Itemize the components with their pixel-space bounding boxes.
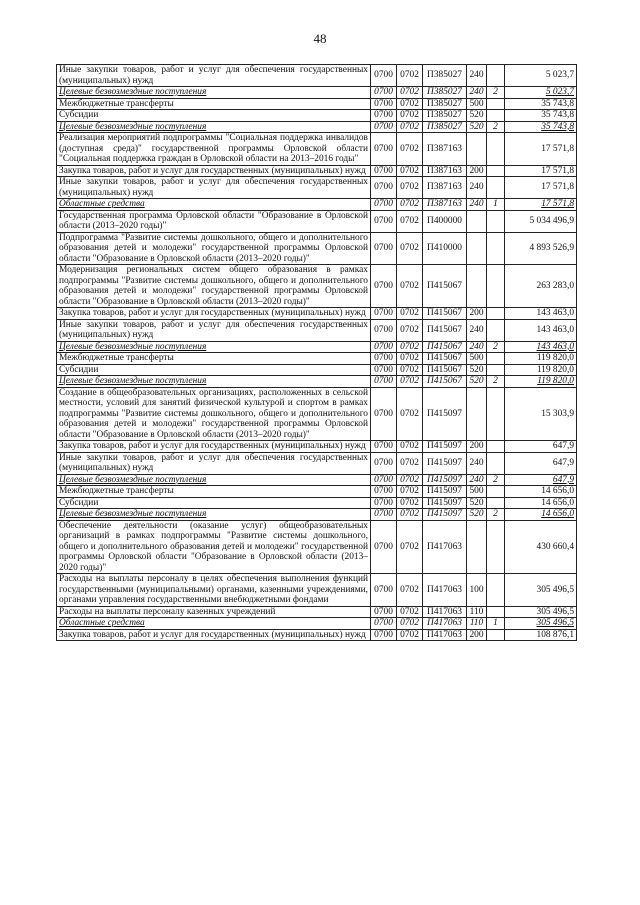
expense-type-cell: 200	[467, 441, 487, 453]
amount-cell: 143 463,0	[505, 308, 577, 320]
subsection-code-cell: 0702	[397, 452, 423, 474]
target-article-cell: П415097	[423, 474, 467, 486]
subsection-code-cell: 0702	[397, 441, 423, 453]
section-code-cell: 0700	[371, 133, 397, 166]
target-article-cell: П417063	[423, 574, 467, 607]
target-article-cell: П385027	[423, 65, 467, 87]
table-row	[57, 232, 577, 265]
funding-source-cell: 2	[487, 376, 505, 388]
amount-cell: 14 656,0	[505, 509, 577, 521]
funding-source-cell	[487, 497, 505, 509]
expense-type-cell: 240	[467, 65, 487, 87]
expense-name-cell: Областные средства	[57, 618, 371, 630]
table-row	[57, 497, 577, 509]
table-row	[57, 353, 577, 365]
subsection-code-cell: 0702	[397, 65, 423, 87]
amount-cell: 15 303,9	[505, 387, 577, 441]
table-row	[57, 319, 577, 341]
amount-cell: 35 743,8	[505, 121, 577, 133]
expense-type-cell: 500	[467, 353, 487, 365]
section-code-cell: 0700	[371, 87, 397, 99]
expense-name-cell: Субсидии	[57, 497, 371, 509]
target-article-cell: П417063	[423, 520, 467, 574]
table-row	[57, 387, 577, 441]
amount-cell: 430 660,4	[505, 520, 577, 574]
expense-name-cell: Целевые безвозмездные поступления	[57, 474, 371, 486]
funding-source-cell	[487, 308, 505, 320]
table-row	[57, 606, 577, 618]
amount-cell: 17 571,8	[505, 165, 577, 177]
target-article-cell: П417063	[423, 629, 467, 641]
subsection-code-cell: 0702	[397, 265, 423, 308]
expense-name-cell: Иные закупки товаров, работ и услуг для обеспечения государственных (муниципальных) нужд	[57, 319, 371, 341]
expense-type-cell: 500	[467, 98, 487, 110]
expense-type-cell: 520	[467, 110, 487, 122]
target-article-cell: П415067	[423, 308, 467, 320]
amount-cell: 17 571,8	[505, 133, 577, 166]
table-row	[57, 308, 577, 320]
funding-source-row	[57, 341, 577, 353]
budget-table	[56, 64, 577, 641]
section-code-cell: 0700	[371, 497, 397, 509]
subsection-code-cell: 0702	[397, 474, 423, 486]
target-article-cell: П387163	[423, 199, 467, 211]
funding-source-cell	[487, 441, 505, 453]
section-code-cell: 0700	[371, 387, 397, 441]
funding-source-cell	[487, 177, 505, 199]
amount-cell: 119 820,0	[505, 353, 577, 365]
expense-name-cell: Межбюджетные трансферты	[57, 353, 371, 365]
section-code-cell: 0700	[371, 520, 397, 574]
subsection-code-cell: 0702	[397, 210, 423, 232]
target-article-cell: П415067	[423, 341, 467, 353]
expense-name-cell: Расходы на выплаты персоналу казенных учреждений	[57, 606, 371, 618]
amount-cell: 5 023,7	[505, 87, 577, 99]
expense-type-cell: 240	[467, 87, 487, 99]
subsection-code-cell: 0702	[397, 165, 423, 177]
expense-type-cell: 520	[467, 497, 487, 509]
amount-cell: 305 496,5	[505, 606, 577, 618]
amount-cell: 143 463,0	[505, 319, 577, 341]
expense-type-cell: 520	[467, 121, 487, 133]
subsection-code-cell: 0702	[397, 387, 423, 441]
expense-type-cell: 520	[467, 509, 487, 521]
amount-cell: 35 743,8	[505, 98, 577, 110]
target-article-cell: П415097	[423, 452, 467, 474]
funding-source-cell	[487, 387, 505, 441]
funding-source-cell	[487, 232, 505, 265]
funding-source-cell	[487, 452, 505, 474]
section-code-cell: 0700	[371, 177, 397, 199]
section-code-cell: 0700	[371, 364, 397, 376]
subsection-code-cell: 0702	[397, 177, 423, 199]
expense-type-cell	[467, 520, 487, 574]
subsection-code-cell: 0702	[397, 509, 423, 521]
table-row	[57, 110, 577, 122]
table-row	[57, 165, 577, 177]
section-code-cell: 0700	[371, 110, 397, 122]
expense-name-cell: Государственная программа Орловской области "Образование в Орловской области (2013–2020 годы)"	[57, 210, 371, 232]
target-article-cell: П410000	[423, 232, 467, 265]
expense-type-cell	[467, 232, 487, 265]
funding-source-cell	[487, 574, 505, 607]
funding-source-cell	[487, 353, 505, 365]
expense-type-cell: 240	[467, 199, 487, 211]
expense-name-cell: Закупка товаров, работ и услуг для государственных (муниципальных) нужд	[57, 441, 371, 453]
amount-cell: 17 571,8	[505, 177, 577, 199]
subsection-code-cell: 0702	[397, 121, 423, 133]
expense-name-cell: Обеспечение деятельности (оказание услуг) общеобразовательных организаций в рамках подпрограммы "Развитие системы дошкольного, общего и дополнительного образования детей и молодежи" государственной программы Орловской области "Образование в Орловской области (2013–2020 годы)"	[57, 520, 371, 574]
amount-cell: 4 893 526,9	[505, 232, 577, 265]
section-code-cell: 0700	[371, 319, 397, 341]
amount-cell: 5 023,7	[505, 65, 577, 87]
funding-source-cell: 1	[487, 199, 505, 211]
target-article-cell: П415097	[423, 509, 467, 521]
expense-name-cell: Закупка товаров, работ и услуг для государственных (муниципальных) нужд	[57, 629, 371, 641]
expense-type-cell: 520	[467, 364, 487, 376]
expense-type-cell: 240	[467, 177, 487, 199]
section-code-cell: 0700	[371, 452, 397, 474]
target-article-cell: П387163	[423, 133, 467, 166]
subsection-code-cell: 0702	[397, 319, 423, 341]
section-code-cell: 0700	[371, 618, 397, 630]
funding-source-cell	[487, 265, 505, 308]
funding-source-cell: 2	[487, 87, 505, 99]
funding-source-cell	[487, 319, 505, 341]
table-row	[57, 65, 577, 87]
expense-name-cell: Целевые безвозмездные поступления	[57, 121, 371, 133]
amount-cell: 647,9	[505, 452, 577, 474]
table-row	[57, 441, 577, 453]
subsection-code-cell: 0702	[397, 520, 423, 574]
section-code-cell: 0700	[371, 98, 397, 110]
expense-name-cell: Подпрограмма "Развитие системы дошкольного, общего и дополнительного образования детей и молодежи" государственной программы Орловской области "Образование в Орловской области (2013–2020 годы)"	[57, 232, 371, 265]
expense-name-cell: Целевые безвозмездные поступления	[57, 341, 371, 353]
subsection-code-cell: 0702	[397, 232, 423, 265]
funding-source-cell	[487, 520, 505, 574]
section-code-cell: 0700	[371, 441, 397, 453]
target-article-cell: П387163	[423, 177, 467, 199]
target-article-cell: П387163	[423, 165, 467, 177]
expense-name-cell: Межбюджетные трансферты	[57, 98, 371, 110]
subsection-code-cell: 0702	[397, 110, 423, 122]
table-row	[57, 98, 577, 110]
expense-name-cell: Реализация мероприятий подпрограммы "Социальная поддержка инвалидов (доступная среда)" государственной программы Орловской области "Социальная поддержка граждан в Орловской области на 2013–2016 годы"	[57, 133, 371, 166]
section-code-cell: 0700	[371, 210, 397, 232]
funding-source-cell	[487, 98, 505, 110]
expense-name-cell: Создание в общеобразовательных организациях, расположенных в сельской местности, условий для занятий физической культурой и спортом в рамках подпрограммы "Развитие системы дошкольного, общего и дополнительного образования детей и молодежи" государственной программы Орловской области "Образование в Орловской области (2013–2020 годы)"	[57, 387, 371, 441]
funding-source-cell	[487, 364, 505, 376]
subsection-code-cell: 0702	[397, 364, 423, 376]
section-code-cell: 0700	[371, 509, 397, 521]
funding-source-row	[57, 121, 577, 133]
subsection-code-cell: 0702	[397, 606, 423, 618]
funding-source-row	[57, 199, 577, 211]
table-row	[57, 364, 577, 376]
section-code-cell: 0700	[371, 265, 397, 308]
expense-name-cell: Закупка товаров, работ и услуг для государственных (муниципальных) нужд	[57, 165, 371, 177]
expense-name-cell: Целевые безвозмездные поступления	[57, 376, 371, 388]
funding-source-cell	[487, 629, 505, 641]
amount-cell: 14 656,0	[505, 497, 577, 509]
subsection-code-cell: 0702	[397, 497, 423, 509]
funding-source-cell	[487, 65, 505, 87]
funding-source-cell	[487, 110, 505, 122]
expense-name-cell: Целевые безвозмездные поступления	[57, 509, 371, 521]
target-article-cell: П415097	[423, 497, 467, 509]
funding-source-cell	[487, 165, 505, 177]
expense-name-cell: Иные закупки товаров, работ и услуг для обеспечения государственных (муниципальных) нужд	[57, 65, 371, 87]
target-article-cell: П385027	[423, 98, 467, 110]
expense-name-cell: Иные закупки товаров, работ и услуг для обеспечения государственных (муниципальных) нужд	[57, 452, 371, 474]
expense-type-cell: 110	[467, 606, 487, 618]
target-article-cell: П385027	[423, 110, 467, 122]
funding-source-cell	[487, 210, 505, 232]
table-row	[57, 486, 577, 498]
table-row	[57, 629, 577, 641]
table-row	[57, 574, 577, 607]
table-row	[57, 265, 577, 308]
subsection-code-cell: 0702	[397, 574, 423, 607]
subsection-code-cell: 0702	[397, 629, 423, 641]
target-article-cell: П415067	[423, 265, 467, 308]
target-article-cell: П415097	[423, 387, 467, 441]
expense-type-cell	[467, 133, 487, 166]
amount-cell: 647,9	[505, 441, 577, 453]
amount-cell: 647,9	[505, 474, 577, 486]
target-article-cell: П417063	[423, 606, 467, 618]
section-code-cell: 0700	[371, 341, 397, 353]
funding-source-cell: 1	[487, 618, 505, 630]
section-code-cell: 0700	[371, 353, 397, 365]
expense-name-cell: Областные средства	[57, 199, 371, 211]
amount-cell: 5 034 496,9	[505, 210, 577, 232]
funding-source-cell: 2	[487, 509, 505, 521]
expense-type-cell	[467, 387, 487, 441]
expense-name-cell: Модернизация региональных систем общего образования в рамках подпрограммы "Развитие системы дошкольного, общего и дополнительного образования детей и молодежи" государственной программы Орловской области "Образование в Орловской области (2013–2020 годы)"	[57, 265, 371, 308]
funding-source-row	[57, 509, 577, 521]
subsection-code-cell: 0702	[397, 376, 423, 388]
funding-source-row	[57, 376, 577, 388]
section-code-cell: 0700	[371, 65, 397, 87]
subsection-code-cell: 0702	[397, 353, 423, 365]
expense-type-cell: 240	[467, 474, 487, 486]
amount-cell: 305 496,5	[505, 574, 577, 607]
amount-cell: 35 743,8	[505, 110, 577, 122]
expense-type-cell: 100	[467, 574, 487, 607]
subsection-code-cell: 0702	[397, 199, 423, 211]
expense-name-cell: Расходы на выплаты персоналу в целях обеспечения выполнения функций государственными (муниципальными) органами, казенными учреждениями, органами управления государственными внебюджетными фондами	[57, 574, 371, 607]
funding-source-cell	[487, 606, 505, 618]
expense-type-cell: 110	[467, 618, 487, 630]
expense-type-cell: 240	[467, 452, 487, 474]
subsection-code-cell: 0702	[397, 98, 423, 110]
amount-cell: 119 820,0	[505, 364, 577, 376]
amount-cell: 108 876,1	[505, 629, 577, 641]
funding-source-cell: 2	[487, 341, 505, 353]
expense-name-cell: Межбюджетные трансферты	[57, 486, 371, 498]
expense-type-cell	[467, 210, 487, 232]
subsection-code-cell: 0702	[397, 308, 423, 320]
amount-cell: 17 571,8	[505, 199, 577, 211]
section-code-cell: 0700	[371, 629, 397, 641]
section-code-cell: 0700	[371, 486, 397, 498]
funding-source-cell	[487, 486, 505, 498]
amount-cell: 14 656,0	[505, 486, 577, 498]
expense-name-cell: Иные закупки товаров, работ и услуг для обеспечения государственных (муниципальных) нужд	[57, 177, 371, 199]
expense-name-cell: Субсидии	[57, 110, 371, 122]
section-code-cell: 0700	[371, 376, 397, 388]
funding-source-row	[57, 474, 577, 486]
expense-type-cell: 200	[467, 629, 487, 641]
table-row	[57, 177, 577, 199]
section-code-cell: 0700	[371, 574, 397, 607]
amount-cell: 305 496,5	[505, 618, 577, 630]
table-row	[57, 452, 577, 474]
expense-name-cell: Целевые безвозмездные поступления	[57, 87, 371, 99]
expense-type-cell: 240	[467, 341, 487, 353]
section-code-cell: 0700	[371, 606, 397, 618]
expense-type-cell	[467, 265, 487, 308]
expense-type-cell: 200	[467, 165, 487, 177]
section-code-cell: 0700	[371, 121, 397, 133]
funding-source-row	[57, 87, 577, 99]
expense-type-cell: 520	[467, 376, 487, 388]
expense-name-cell: Субсидии	[57, 364, 371, 376]
section-code-cell: 0700	[371, 474, 397, 486]
expense-type-cell: 500	[467, 486, 487, 498]
section-code-cell: 0700	[371, 199, 397, 211]
target-article-cell: П385027	[423, 87, 467, 99]
target-article-cell: П415097	[423, 441, 467, 453]
amount-cell: 263 283,0	[505, 265, 577, 308]
page-number: 48	[313, 31, 327, 46]
section-code-cell: 0700	[371, 165, 397, 177]
budget-table-body	[57, 65, 577, 641]
target-article-cell: П400000	[423, 210, 467, 232]
target-article-cell: П415067	[423, 364, 467, 376]
table-row	[57, 210, 577, 232]
subsection-code-cell: 0702	[397, 618, 423, 630]
subsection-code-cell: 0702	[397, 87, 423, 99]
expense-name-cell: Закупка товаров, работ и услуг для государственных (муниципальных) нужд	[57, 308, 371, 320]
target-article-cell: П415067	[423, 376, 467, 388]
funding-source-cell	[487, 133, 505, 166]
expense-type-cell: 240	[467, 319, 487, 341]
subsection-code-cell: 0702	[397, 133, 423, 166]
subsection-code-cell: 0702	[397, 341, 423, 353]
expense-type-cell: 200	[467, 308, 487, 320]
amount-cell: 143 463,0	[505, 341, 577, 353]
funding-source-cell: 2	[487, 474, 505, 486]
target-article-cell: П415067	[423, 353, 467, 365]
target-article-cell: П385027	[423, 121, 467, 133]
section-code-cell: 0700	[371, 308, 397, 320]
target-article-cell: П415097	[423, 486, 467, 498]
amount-cell: 119 820,0	[505, 376, 577, 388]
subsection-code-cell: 0702	[397, 486, 423, 498]
table-row	[57, 520, 577, 574]
target-article-cell: П417063	[423, 618, 467, 630]
section-code-cell: 0700	[371, 232, 397, 265]
funding-source-row	[57, 618, 577, 630]
table-row	[57, 133, 577, 166]
funding-source-cell: 2	[487, 121, 505, 133]
target-article-cell: П415067	[423, 319, 467, 341]
